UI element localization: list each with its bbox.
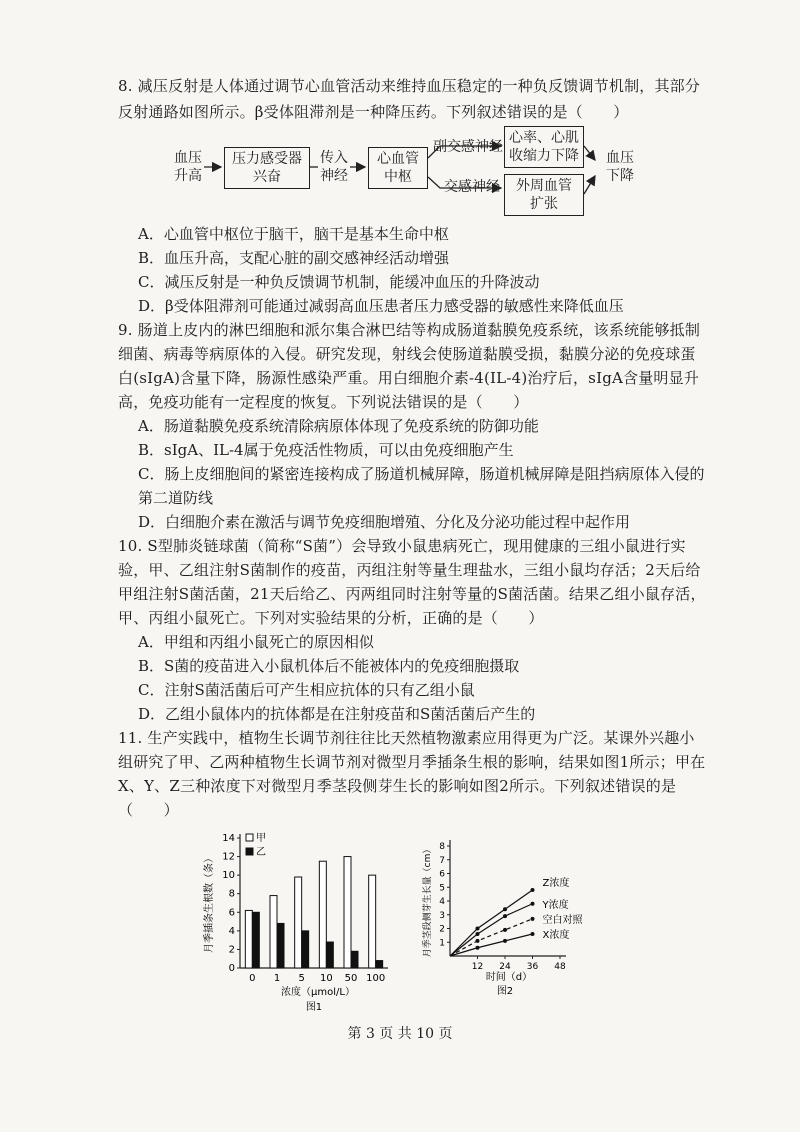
diagram-sympathetic-label: 交感神经 xyxy=(444,179,500,195)
q8-stem-line2: 反射通路如图所示。β受体阻滞剂是一种降压药。下列叙述错误的是（ ） xyxy=(118,103,629,121)
arrow-heart-to-end xyxy=(584,146,595,160)
x-tick-label: 10 xyxy=(319,973,333,984)
series-label: 空白对照 xyxy=(542,914,583,926)
series-point xyxy=(531,888,535,892)
bar-yi xyxy=(252,912,259,968)
series-point xyxy=(531,902,535,906)
figure-2-line-chart xyxy=(420,826,620,1026)
bar-yi xyxy=(302,931,309,968)
box-baroreceptor-line2: 兴奋 xyxy=(253,169,281,185)
series-point xyxy=(476,932,480,936)
bar-jia xyxy=(319,861,326,968)
q10-option-a: A．甲组和丙组小鼠死亡的原因相似 xyxy=(138,633,374,651)
series-label: X浓度 xyxy=(542,930,570,941)
x-tick-label: 36 xyxy=(526,962,539,972)
bar-yi xyxy=(277,923,284,968)
x-tick-label: 1 xyxy=(273,973,281,984)
x-tick-label: 5 xyxy=(298,973,305,984)
figure-1-bar-chart xyxy=(200,826,420,1026)
series-point xyxy=(503,928,507,932)
legend-label-yi: 乙 xyxy=(256,847,266,858)
q9-option-b: B．sIgA、IL-4属于免疫活性物质，可以由免疫细胞产生 xyxy=(138,441,514,459)
y-tick-label: 4 xyxy=(228,925,235,937)
x-tick-label: 0 xyxy=(249,973,256,984)
afferent-line2: 神经 xyxy=(320,168,348,184)
q9-option-d: D．白细胞介素在激活与调节免疫细胞增殖、分化及分泌功能过程中起作用 xyxy=(138,513,631,531)
diagram-parasympathetic-label: 副交感神经 xyxy=(433,139,503,155)
box-center-line1: 心血管 xyxy=(377,151,419,167)
bar-jia xyxy=(270,896,277,968)
diagram-box-baroreceptor xyxy=(224,147,310,189)
bar-yi xyxy=(376,961,383,968)
series-point xyxy=(476,939,480,943)
bar-jia xyxy=(369,875,376,968)
bar-jia xyxy=(245,910,252,968)
arrow-vessel-to-end xyxy=(584,176,595,194)
series-label: Z浓度 xyxy=(542,878,570,889)
y-tick-label: 3 xyxy=(439,910,445,921)
diagram-box-heart xyxy=(504,126,584,168)
diagram-start-line1: 血压 xyxy=(174,150,202,166)
y-axis-title: 月季插条生根数（条） xyxy=(204,853,215,953)
diagram-afferent xyxy=(314,149,354,185)
q10-option-b: B．S菌的疫苗进入小鼠机体后不能被体内的免疫细胞摄取 xyxy=(138,657,520,675)
box-heart-line1: 心率、心肌 xyxy=(509,130,579,146)
q11-stem: 11. 生产实践中，植物生长调节剂往往比天然植物激素应用得更为广泛。某课外兴趣小组研究了甲、乙两种植物生长调节剂对微型月季插条生根的影响，结果如图1所示；甲在X、Y、Z三种浓度下对微型月季茎段侧芽生长的影响如图2所示。下列叙述错误的是（ ） xyxy=(118,729,706,819)
diagram-start-line2: 升高 xyxy=(174,168,202,184)
series-point xyxy=(531,932,535,936)
series-point xyxy=(503,914,507,918)
series-label: Y浓度 xyxy=(542,899,569,911)
q10-option-c: C．注射S菌活菌后可产生相应抗体的只有乙组小鼠 xyxy=(138,681,475,699)
bar-jia xyxy=(295,877,302,968)
y-tick-label: 7 xyxy=(439,855,445,866)
box-vessel-line1: 外周血管 xyxy=(516,178,572,194)
x-axis-title: 时间（d） xyxy=(485,972,533,983)
x-tick-label: 100 xyxy=(366,973,386,984)
y-tick-label: 0 xyxy=(228,963,235,974)
q8-option-a: A．心血管中枢位于脑干，脑干是基本生命中枢 xyxy=(138,225,449,243)
q8-option-c: C．减压反射是一种负反馈调节机制，能缓冲血压的升降波动 xyxy=(138,273,540,291)
series-line xyxy=(450,904,533,956)
y-tick-label: 8 xyxy=(228,888,235,900)
y-tick-label: 2 xyxy=(439,924,445,935)
legend-swatch-yi xyxy=(246,848,253,855)
series-point xyxy=(531,917,535,921)
q8-option-b: B．血压升高，支配心脏的副交感神经活动增强 xyxy=(138,249,450,267)
q8-stem-line1: 8. 减压反射是人体通过调节心血管活动来维持血压稳定的一种负反馈调节机制，其部分 xyxy=(118,77,701,95)
x-tick-label: 50 xyxy=(344,973,358,984)
legend-label-jia: 甲 xyxy=(256,833,266,844)
q9-option-c: C．肠上皮细胞间的紧密连接构成了肠道机械屏障，肠道机械屏障是阻挡病原体入侵的第二道防线 xyxy=(138,465,705,507)
afferent-line1: 传入 xyxy=(320,150,348,166)
bar-yi xyxy=(326,942,333,968)
diagram-box-vessel xyxy=(504,174,584,216)
y-tick-label: 1 xyxy=(439,938,445,949)
series-line xyxy=(450,934,533,956)
x-tick-label: 24 xyxy=(499,962,511,972)
y-tick-label: 6 xyxy=(228,907,235,919)
series-point xyxy=(476,927,480,931)
chart-title: 图2 xyxy=(496,986,514,997)
box-heart-line2: 收缩力下降 xyxy=(509,148,579,164)
bar-yi xyxy=(351,951,358,968)
diagram-end-line2: 下降 xyxy=(606,168,634,184)
series-point xyxy=(503,939,507,943)
y-axis-title: 月季茎段侧芽生长量（cm） xyxy=(423,844,433,958)
q9-option-a: A．肠道黏膜免疫系统清除病原体体现了免疫系统的防御功能 xyxy=(138,417,539,435)
legend-swatch-jia xyxy=(246,834,253,841)
y-tick-label: 12 xyxy=(222,851,235,863)
q10-option-d: D．乙组小鼠体内的抗体都是在注射疫苗和S菌活菌后产生的 xyxy=(138,705,536,723)
chart-title: 图1 xyxy=(305,1002,323,1013)
y-tick-label: 4 xyxy=(439,897,445,907)
y-tick-label: 5 xyxy=(439,883,445,894)
x-tick-label: 12 xyxy=(471,962,484,972)
y-tick-label: 2 xyxy=(228,944,235,956)
x-tick-label: 48 xyxy=(554,962,566,972)
box-vessel-line2: 扩张 xyxy=(530,196,558,212)
page-footer: 第 3 页 共 10 页 xyxy=(347,1026,453,1042)
diagram-end xyxy=(600,149,640,185)
q9-stem: 9. 肠道上皮内的淋巴细胞和派尔集合淋巴结等构成肠道黏膜免疫系统，该系统能够抵制细菌、病毒等病原体的入侵。研究发现，射线会使肠道黏膜受损，黏膜分泌的免疫球蛋白(sIgA)含量下降，肠源性感染严重。用白细胞介素-4(IL-4)治疗后，sIgA含量明显升高，免疫功能有一定程度的恢复。下列说法错误的是（ ） xyxy=(118,321,701,411)
q10-stem: 10. S型肺炎链球菌（简称“S菌”）会导致小鼠患病死亡，现用健康的三组小鼠进行实验，甲、乙组注射S菌制作的疫苗，丙组注射等量生理盐水，三组小鼠均存活；2天后给甲组注射S菌活菌，21天后给乙、丙两组同时注射等量的S菌活菌。结果乙组小鼠存活，甲、丙组小鼠死亡。下列对实验结果的分析，正确的是（ ） xyxy=(118,537,706,627)
y-tick-label: 10 xyxy=(222,870,235,882)
y-tick-label: 14 xyxy=(222,833,235,844)
series-point xyxy=(503,907,507,911)
diagram-box-center xyxy=(368,147,428,189)
q8-option-d: D．β受体阻滞剂可能通过减弱高血压患者压力感受器的敏感性来降低血压 xyxy=(138,297,624,315)
box-center-line2: 中枢 xyxy=(384,169,412,185)
x-axis-title: 浓度（μmol/L） xyxy=(281,987,355,998)
bar-jia xyxy=(344,857,351,968)
box-baroreceptor-line1: 压力感受器 xyxy=(232,151,302,167)
y-tick-label: 8 xyxy=(439,842,445,852)
y-tick-label: 6 xyxy=(439,869,445,880)
diagram-end-line1: 血压 xyxy=(606,150,634,166)
series-point xyxy=(476,946,480,950)
diagram-start xyxy=(168,149,208,185)
